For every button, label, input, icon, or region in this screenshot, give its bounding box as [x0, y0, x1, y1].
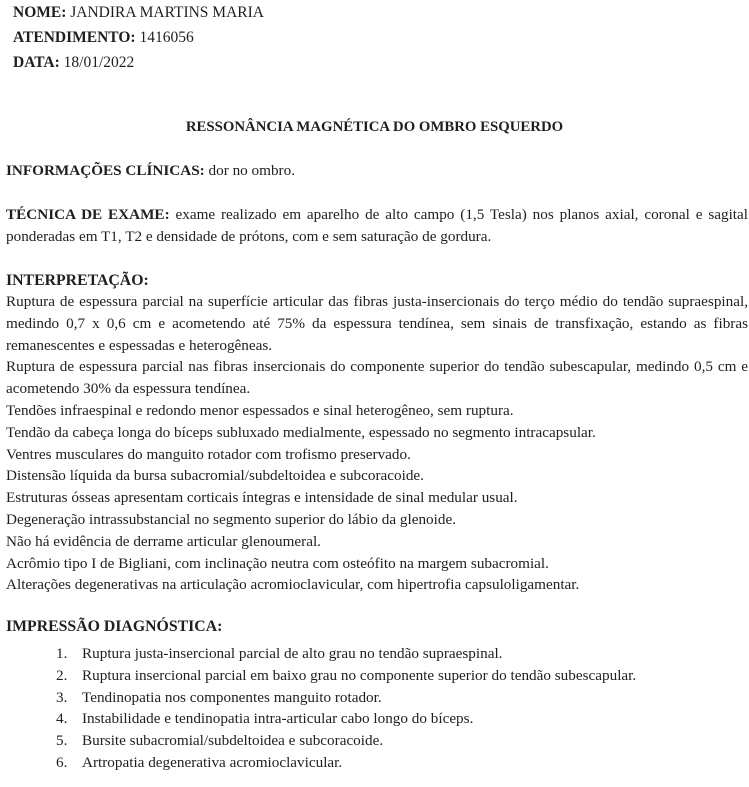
impression-item [56, 687, 636, 709]
attendance-label: ATENDIMENTO: [13, 29, 136, 46]
technique [6, 204, 748, 247]
impression-list [56, 643, 636, 774]
finding-item: Degeneração intrassubstancial no segmento superior do lábio da glenoide. [6, 510, 456, 528]
impression-item [56, 708, 636, 730]
finding-item: Ruptura de espessura parcial na superfície articular das fibras justa-insercionais do terço médio do tendão supraespinal, medindo 0,7 x 0,6 cm e acometendo até 75% da espessura tendínea, sem sinais de transfixação, estando as fibras remanescentes e espessadas e heterogêneas. [6, 293, 748, 354]
interpretation-body [6, 291, 748, 596]
impression-item [56, 665, 636, 687]
date-label: DATA: [13, 54, 60, 71]
technique-text: exame realizado em aparelho de alto campo (1,5 Tesla) nos planos axial, coronal e sagital ponderadas em T1, T2 e densidade de prótons, com e sem saturação de gordura. [6, 206, 748, 245]
finding-item: Acrômio tipo I de Bigliani, com inclinação neutra com osteófito na margem subacromial. [6, 554, 549, 572]
technique-label: TÉCNICA DE EXAME: [6, 206, 170, 223]
impression-number: 5. [56, 732, 68, 750]
impression-text: Tendinopatia nos componentes manguito rotador. [82, 688, 382, 706]
finding-item: Estruturas ósseas apresentam corticais íntegras e intensidade de sinal medular usual. [6, 489, 518, 507]
finding-item: Alterações degenerativas na articulação acromioclavicular, com hipertrofia capsuloligamentar. [6, 576, 580, 594]
patient-name-value: JANDIRA MARTINS MARIA [66, 4, 264, 21]
attendance-value: 1416056 [135, 29, 194, 46]
impression-text: Bursite subacromial/subdeltoidea e subcoracoide. [82, 732, 384, 750]
finding-item: Ventres musculares do manguito rotador com trofismo preservado. [6, 445, 411, 463]
clinical-info [6, 160, 748, 182]
finding-item: Distensão líquida da bursa subacromial/subdeltoidea e subcoracoide. [6, 467, 424, 485]
finding-item: Tendões infraespinal e redondo menor espessados e sinal heterogêneo, sem ruptura. [6, 401, 514, 419]
impression-item [56, 730, 636, 752]
exam-date [13, 54, 134, 72]
impression-text: Instabilidade e tendinopatia intra-articular cabo longo do bíceps. [82, 710, 474, 728]
impression-text: Ruptura insercional parcial em baixo grau no componente superior do tendão subescapular. [82, 666, 637, 684]
clinical-info-text: dor no ombro. [204, 162, 296, 179]
impression-text: Ruptura justa-insercional parcial de alto grau no tendão supraespinal. [82, 645, 503, 662]
impression-item [56, 752, 636, 774]
impression-number: 4. [56, 710, 68, 728]
impression-item [56, 643, 636, 665]
impression-number: 1. [56, 645, 68, 662]
finding-item: Tendão da cabeça longa do bíceps subluxado medialmente, espessado no segmento intracapsular. [6, 423, 596, 441]
patient-name [13, 4, 264, 22]
exam-title: RESSONÂNCIA MAGNÉTICA DO OMBRO ESQUERDO [185, 119, 564, 135]
attendance-number [13, 29, 194, 47]
impression-heading: IMPRESSÃO DIAGNÓSTICA: [6, 618, 223, 635]
impression-number: 2. [56, 666, 68, 684]
patient-name-label: NOME: [13, 4, 67, 21]
clinical-info-label: INFORMAÇÕES CLÍNICAS: [6, 162, 205, 179]
interpretation-heading: INTERPRETAÇÃO: [6, 272, 149, 289]
date-value: 18/01/2022 [59, 54, 135, 71]
impression-text: Artropatia degenerativa acromioclavicular. [82, 753, 343, 771]
finding-item: Ruptura de espessura parcial nas fibras insercionais do componente superior do tendão subescapular, medindo 0,5 cm e acometendo 30% da espessura tendínea. [6, 358, 748, 398]
impression-number: 3. [56, 688, 68, 706]
impression-number: 6. [56, 753, 68, 771]
finding-item: Não há evidência de derrame articular glenoumeral. [6, 532, 321, 550]
